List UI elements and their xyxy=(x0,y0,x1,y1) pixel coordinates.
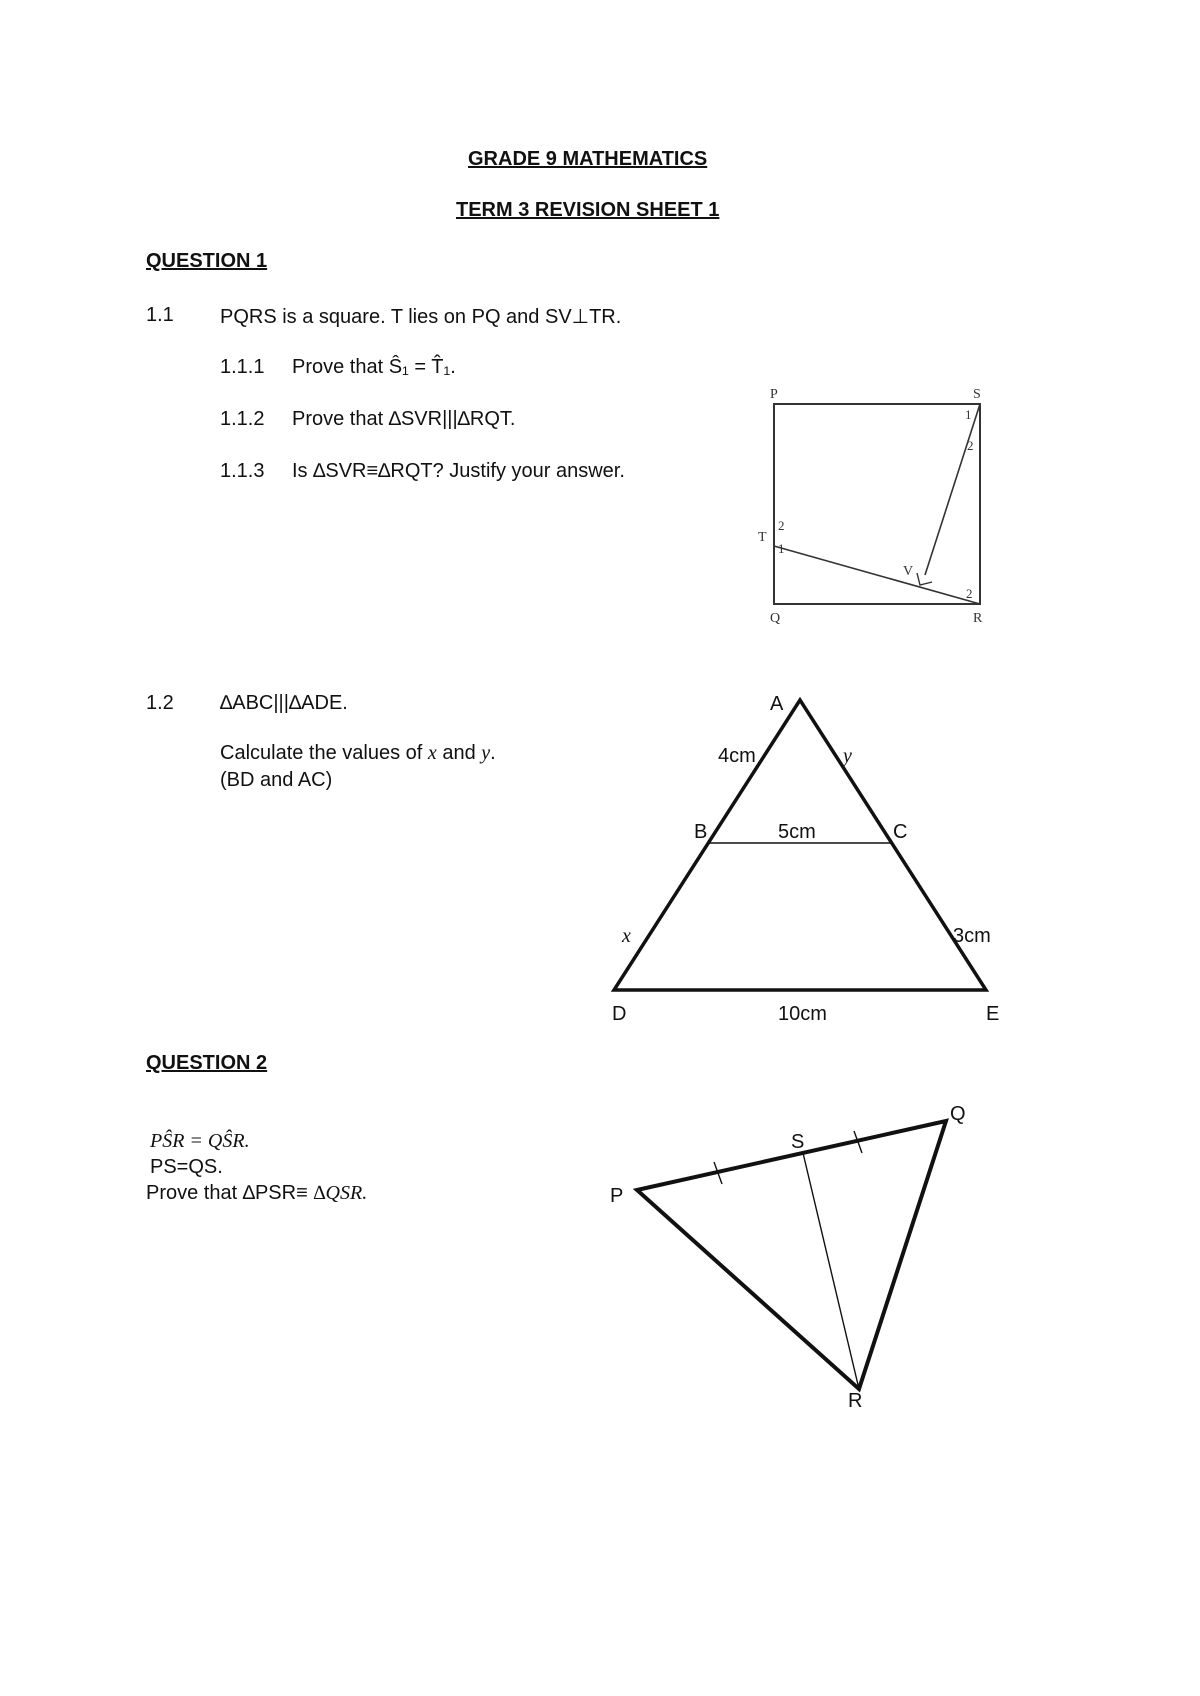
angle-t2: 2 xyxy=(778,518,785,533)
label-q2-q: Q xyxy=(950,1103,966,1125)
label-s: S xyxy=(973,387,981,402)
label-q2-p: P xyxy=(610,1185,624,1207)
question-1-heading: QUESTION 1 xyxy=(146,250,268,272)
measure-de: 10cm xyxy=(778,1003,827,1025)
label-v: V xyxy=(903,564,914,579)
var-y: y xyxy=(481,742,491,764)
measure-bd: x xyxy=(622,925,631,947)
q1-1-2-text: Prove that ∆SVR|||∆RQT. xyxy=(292,408,516,430)
measure-ce: 3cm xyxy=(953,925,991,947)
q2-line-3-triangle: ∆QSR. xyxy=(313,1182,368,1204)
q1-2-text: ∆ABC|||∆ADE. xyxy=(220,692,348,714)
q1-1-2-number: 1.1.2 xyxy=(220,408,265,430)
q1-2-instruction-mid: and xyxy=(436,742,482,764)
q1-1-3-number: 1.1.3 xyxy=(220,460,265,482)
label-t: T xyxy=(758,530,767,545)
page-subtitle: TERM 3 REVISION SHEET 1 xyxy=(456,199,720,221)
question-2-heading: QUESTION 2 xyxy=(146,1052,268,1074)
q1-2-instruction-end: . xyxy=(490,742,496,764)
q2-line-1: PŜR = QŜR. xyxy=(150,1130,250,1152)
label-e: E xyxy=(986,1003,1000,1025)
var-x: x xyxy=(427,742,437,764)
label-q2-r: R xyxy=(848,1390,863,1412)
triangle-pqr-outline xyxy=(637,1121,946,1389)
angle-s2: 2 xyxy=(967,438,974,453)
label-q2-s: S xyxy=(791,1131,805,1153)
measure-ab: 4cm xyxy=(718,745,756,767)
label-c: C xyxy=(893,821,908,843)
label-b: B xyxy=(694,821,708,843)
label-p: P xyxy=(770,387,778,402)
segment-sr xyxy=(803,1153,859,1389)
label-a: A xyxy=(770,693,784,715)
q1-2-note: (BD and AC) xyxy=(220,769,333,791)
q1-1-1-text: Prove that Ŝ₁ = T̂₁. xyxy=(292,356,456,378)
measure-ac: y xyxy=(843,745,852,767)
label-d: D xyxy=(612,1003,627,1025)
q1-1-1-number: 1.1.1 xyxy=(220,356,265,378)
angle-s1: 1 xyxy=(965,407,972,422)
label-r: R xyxy=(973,611,983,626)
angle-r2: 2 xyxy=(966,586,973,601)
q1-1-number: 1.1 xyxy=(146,304,174,326)
measure-bc: 5cm xyxy=(778,821,816,843)
q2-line-3-text: Prove that ∆PSR≡ xyxy=(146,1182,314,1204)
page-title: GRADE 9 MATHEMATICS xyxy=(468,148,708,170)
q1-1-text: PQRS is a square. T lies on PQ and SV⊥TR. xyxy=(220,306,622,328)
q1-1-3-text: Is ∆SVR≡∆RQT? Justify your answer. xyxy=(292,460,625,482)
angle-t1: 1 xyxy=(778,541,785,556)
q2-line-2: PS=QS. xyxy=(150,1156,223,1178)
q1-2-instruction-pre: Calculate the values of xyxy=(220,742,428,764)
q1-2-number: 1.2 xyxy=(146,692,174,714)
label-q: Q xyxy=(770,611,781,626)
